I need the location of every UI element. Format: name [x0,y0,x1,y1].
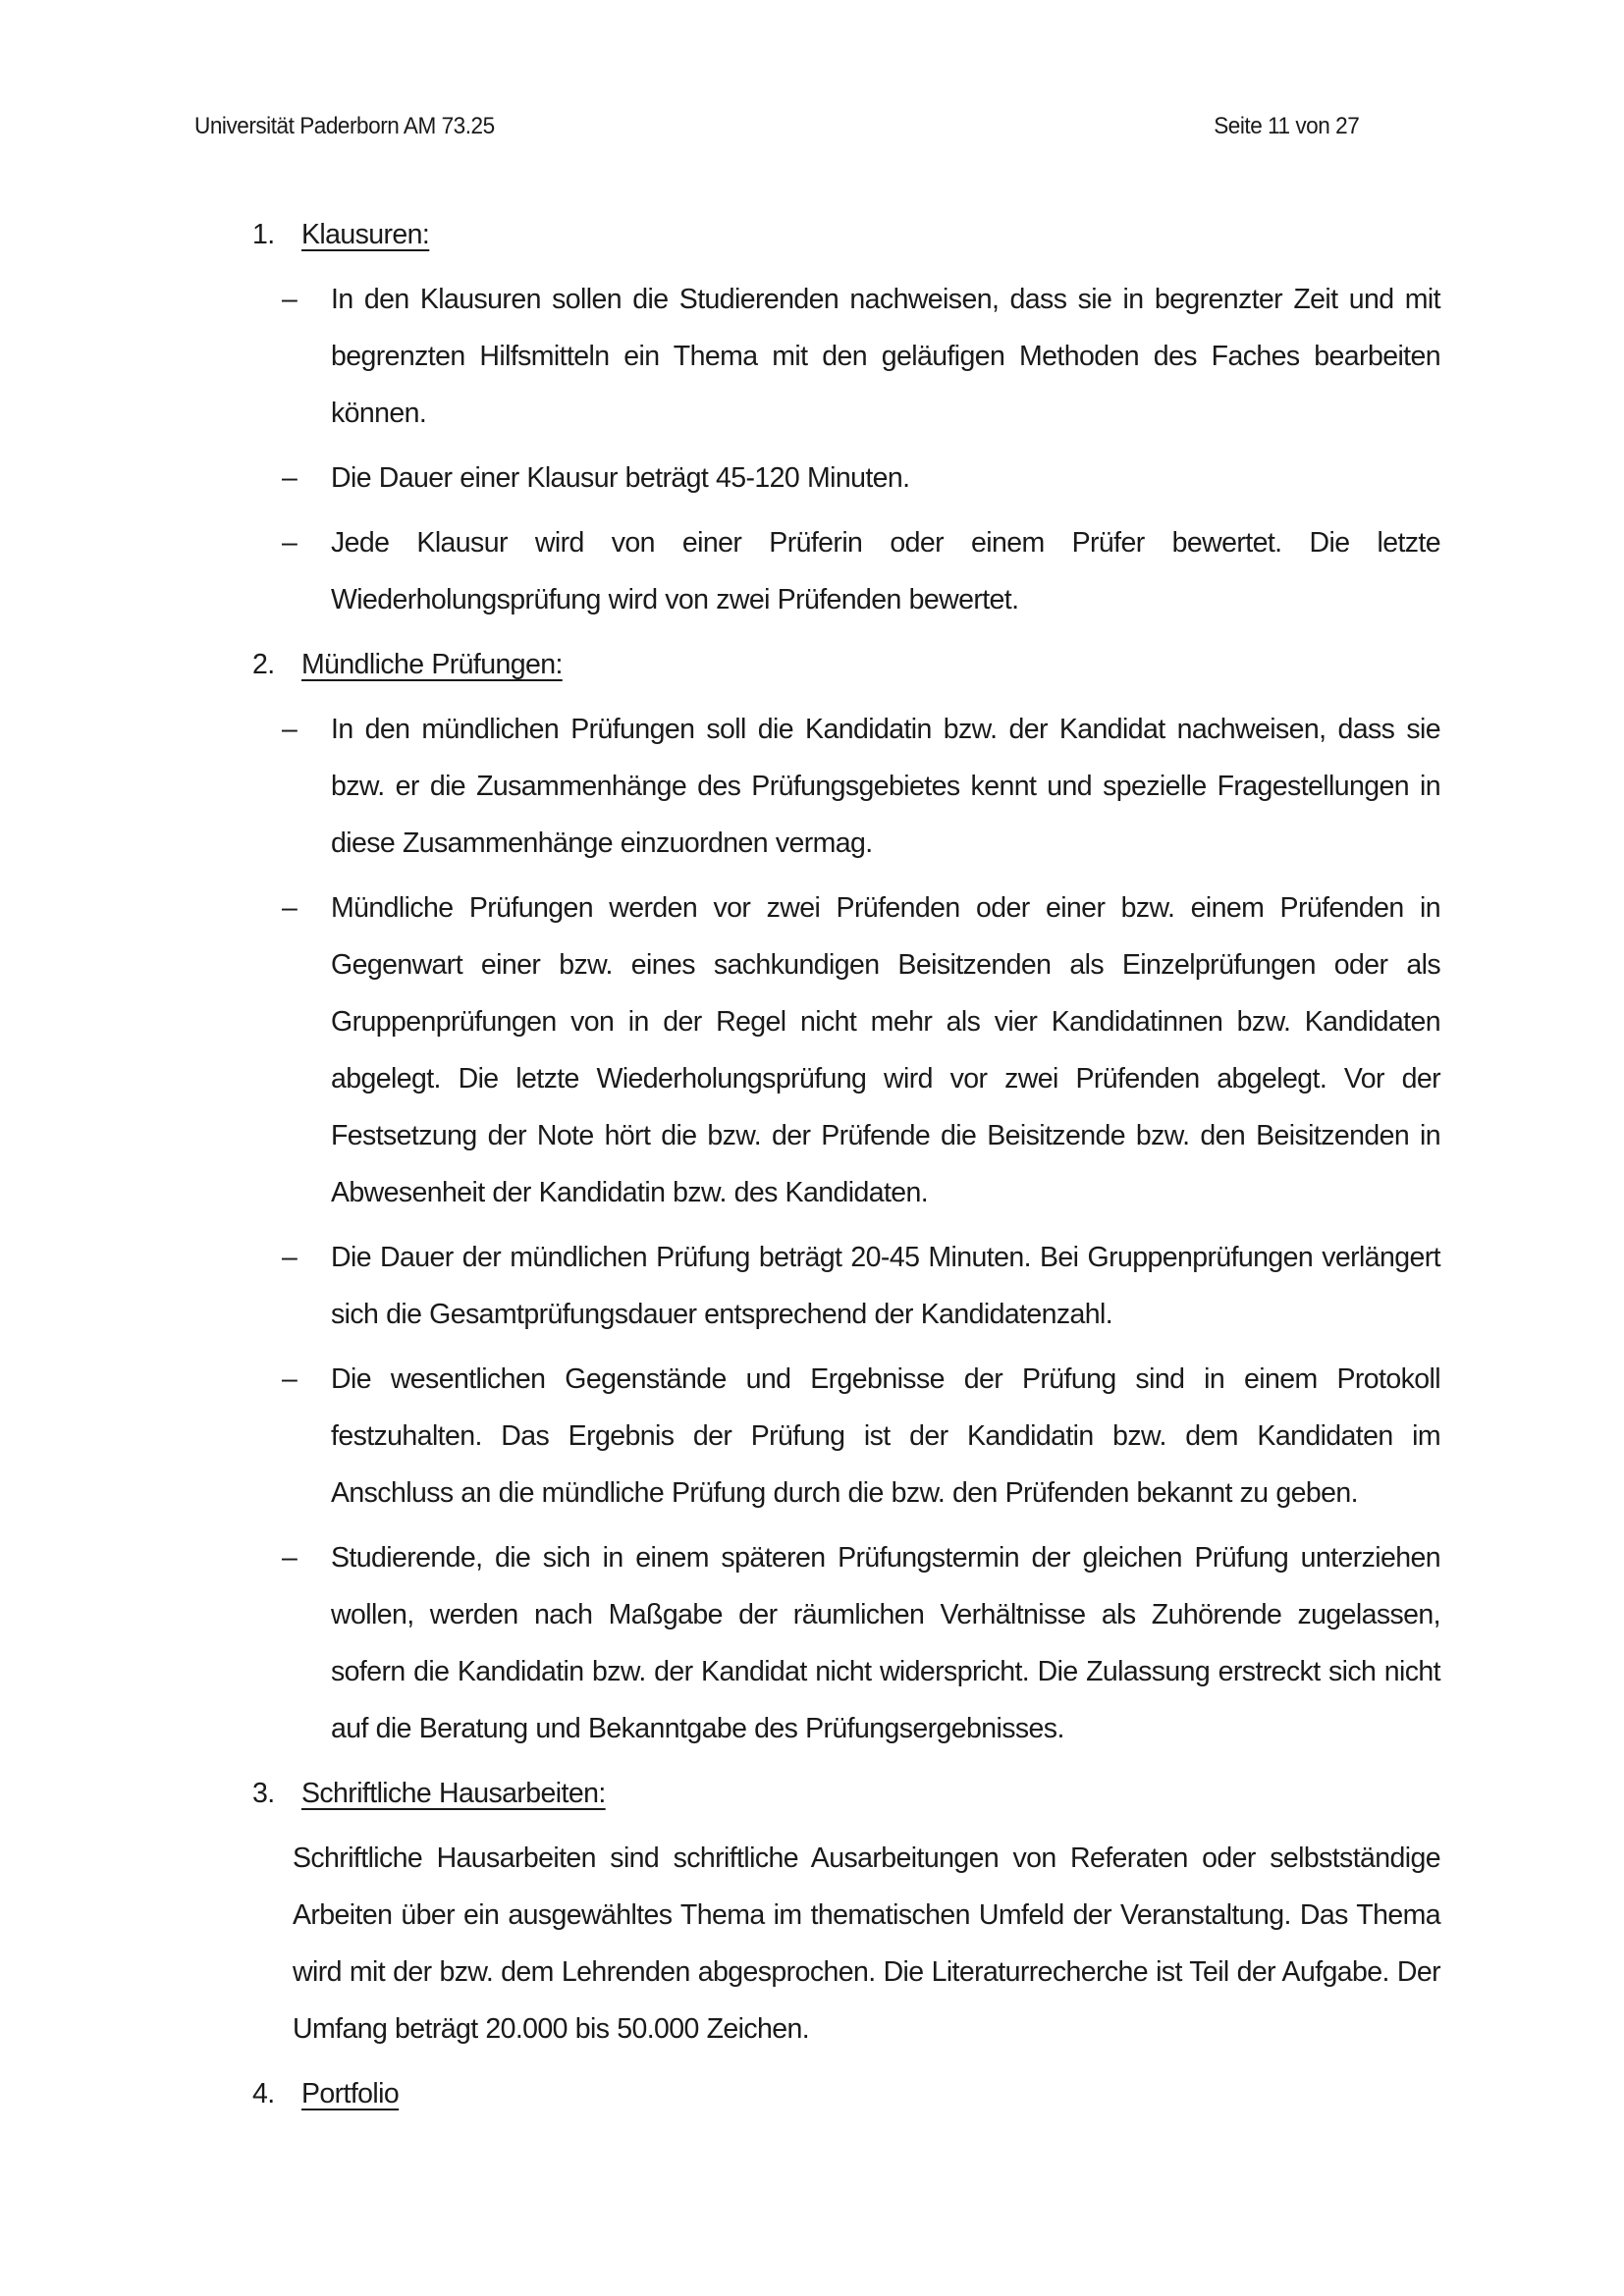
section-title: Portfolio [301,2078,400,2109]
list-item-text: Die Dauer einer Klausur beträgt 45-120 Minuten. [331,462,910,494]
list-item-text: Studierende, die sich in einem späteren Prüfungstermin der gleichen Prüfung unterziehen wollen, werden nach Maßgabe der räumlichen Verhältnisse als Zuhörende zugelassen, sofern die Kandidatin bzw. der Kandidat nicht widerspricht. Die Zulassung erstreckt sich nicht auf die Beratung und Bekanntgabe des Prüfungsergebnisses. [331,1542,1440,1744]
section-title: Mündliche Prüfungen: [301,649,563,680]
list-item-text: Jede Klausur wird von einer Prüferin oder einem Prüfer bewertet. Die letzte Wiederholungsprüfung wird von zwei Prüfenden bewertet. [331,527,1440,615]
section-muendliche-pruefungen [0,636,1624,1757]
list-item [0,514,1624,628]
section-portfolio [0,2065,1624,2122]
list-item-text: Die wesentlichen Gegenstände und Ergebnisse der Prüfung sind in einem Protokoll festzuhalten. Das Ergebnis der Prüfung ist der Kandidatin bzw. dem Kandidaten im Anschluss an die mündliche Prüfung durch die bzw. den Prüfenden bekannt zu geben. [331,1363,1440,1509]
bullet-dash: – [282,1242,298,1273]
bullet-dash: – [282,714,298,745]
section-schriftliche-hausarbeiten [0,1765,1624,2057]
list-item [0,1229,1624,1343]
list-item [0,450,1624,507]
section-title: Schriftliche Hausarbeiten: [301,1778,606,1809]
bullet-dash: – [282,1363,298,1395]
list-item-text: Mündliche Prüfungen werden vor zwei Prüfenden oder einer bzw. einem Prüfenden in Gegenwart einer bzw. eines sachkundigen Beisitzenden als Einzelprüfungen oder als Gruppenprüfungen von in der Regel nicht mehr als vier Kandidatinnen bzw. Kandidaten abgelegt. Die letzte Wiederholungsprüfung wird vor zwei Prüfenden abgelegt. Vor der Festsetzung der Note hört die bzw. der Prüfende die Beisitzende bzw. den Beisitzenden in Abwesenheit der Kandidatin bzw. des Kandidaten. [331,892,1440,1208]
list-item-text: In den mündlichen Prüfungen soll die Kandidatin bzw. der Kandidat nachweisen, dass sie bzw. er die Zusammenhänge des Prüfungsgebietes kennt und spezielle Fragestellungen in diese Zusammenhänge einzuordnen vermag. [331,714,1440,859]
list-item [0,1529,1624,1757]
section-number: 4. [252,2078,275,2109]
header-page-number: Seite 11 von 27 [1214,113,1360,139]
list-item [0,880,1624,1221]
list-item-text: Die Dauer der mündlichen Prüfung beträgt 20-45 Minuten. Bei Gruppenprüfungen verlängert sich die Gesamtprüfungsdauer entsprechend der Kandidatenzahl. [331,1242,1440,1330]
section-number: 3. [252,1778,275,1809]
section-title: Klausuren: [301,219,430,250]
section-heading [0,206,1624,263]
list-item [0,701,1624,872]
header-institution: Universität Paderborn AM 73.25 [194,113,495,139]
section-heading [0,2065,1624,2122]
section-heading [0,1765,1624,1822]
list-item-text: In den Klausuren sollen die Studierenden nachweisen, dass sie in begrenzter Zeit und mit begrenzten Hilfsmitteln ein Thema mit den geläufigen Methoden des Faches bearbeiten können. [331,284,1440,429]
page-header [194,113,1359,146]
bullet-dash: – [282,527,298,559]
section-paragraph: Schriftliche Hausarbeiten sind schriftliche Ausarbeitungen von Referaten oder selbstständige Arbeiten über ein ausgewähltes Thema im thematischen Umfeld der Veranstaltung. Das Thema wird mit der bzw. dem Lehrenden abgesprochen. Die Literaturrecherche ist Teil der Aufgabe. Der Umfang beträgt 20.000 bis 50.000 Zeichen. [293,1842,1440,2045]
section-number: 2. [252,649,275,680]
list-item [0,1351,1624,1522]
section-heading [0,636,1624,693]
document-body [0,206,1624,2130]
bullet-dash: – [282,284,298,315]
bullet-dash: – [282,1542,298,1574]
section-klausuren [0,206,1624,628]
bullet-dash: – [282,462,298,494]
bullet-dash: – [282,892,298,924]
list-item [0,271,1624,442]
section-number: 1. [252,219,275,250]
